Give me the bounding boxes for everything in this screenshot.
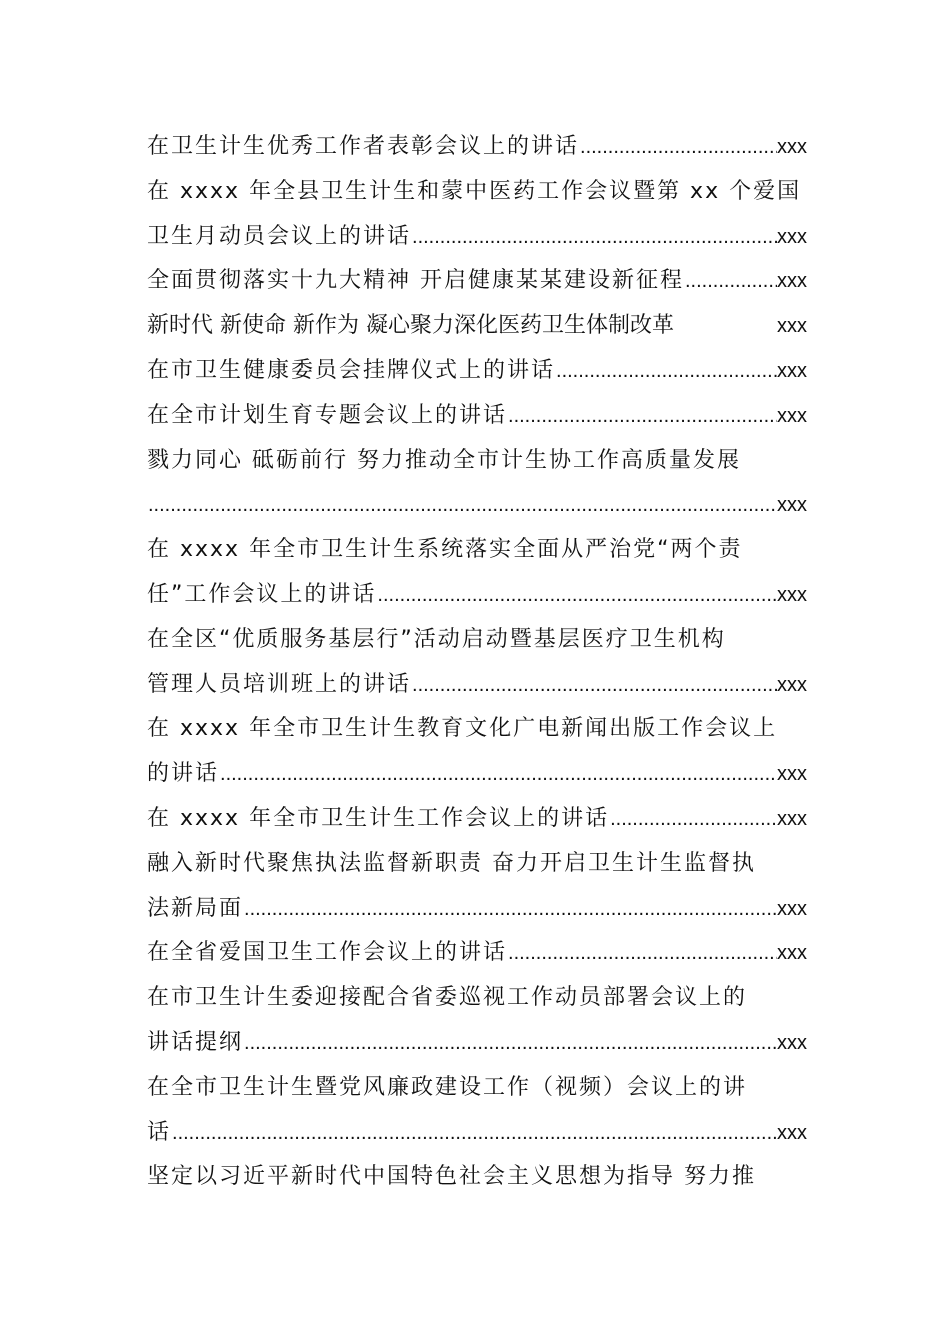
toc-entry[interactable]	[147, 1021, 807, 1066]
dot-leader	[220, 752, 777, 797]
toc-title-line	[147, 170, 807, 215]
toc-page-number: xxx	[777, 315, 807, 338]
toc-entry-text: 在卫生计生优秀工作者表彰会议上的讲话	[147, 134, 580, 159]
toc-entry-text: 在 xxxx 年全市卫生计生工作会议上的讲话	[147, 805, 610, 831]
dot-leader	[508, 394, 777, 439]
toc-page-number: xxx	[777, 1121, 807, 1144]
toc-title-line	[147, 618, 807, 663]
toc-page-number: xxx	[777, 807, 807, 830]
dot-leader	[412, 663, 777, 708]
toc-page-number: xxx	[777, 763, 807, 786]
toc-entry[interactable]	[147, 887, 807, 932]
toc-entry[interactable]	[147, 573, 807, 618]
toc-entry-text: 讲话提纲	[147, 1029, 244, 1055]
dot-leader	[244, 887, 777, 932]
toc-entry[interactable]	[147, 483, 807, 528]
toc-entry[interactable]	[147, 1111, 807, 1156]
toc-entry-text: 在全区“优质服务基层行”活动启动暨基层医疗卫生机构	[147, 626, 726, 652]
toc-entry-text: 全面贯彻落实十九大精神 开启健康某某建设新征程	[147, 268, 684, 294]
dot-leader	[412, 215, 777, 260]
toc-page-number: xxx	[777, 897, 807, 920]
toc-entry-text: 在全省爱国卫生工作会议上的讲话	[147, 940, 508, 966]
toc-page-number: xxx	[777, 673, 807, 696]
toc-entry-text: 坚定以习近平新时代中国特色社会主义思想为指导 努力推	[147, 1164, 756, 1190]
toc-page-number: xxx	[777, 270, 807, 293]
dot-leader	[508, 931, 777, 976]
toc-title-line	[147, 842, 807, 887]
toc-title-line	[147, 1155, 807, 1200]
toc-entry[interactable]	[147, 215, 807, 260]
toc-page-number: xxx	[777, 136, 807, 158]
toc-entry-text: 在 xxxx 年全县卫生计生和蒙中医药工作会议暨第 xx 个爱国	[147, 178, 802, 204]
toc-entry-text: 新时代 新使命 新作为 凝心聚力深化医药卫生体制改革	[147, 313, 674, 339]
toc-entry[interactable]	[147, 304, 807, 349]
toc-entry[interactable]	[147, 125, 807, 170]
table-of-contents	[147, 125, 807, 1200]
toc-page-number: xxx	[777, 494, 807, 517]
toc-entry-text: 在 xxxx 年全市卫生计生系统落实全面从严治党“两个责	[147, 537, 743, 563]
toc-entry[interactable]	[147, 931, 807, 976]
toc-entry-text: 的讲话	[147, 761, 220, 787]
toc-page-number: xxx	[777, 359, 807, 382]
toc-title-line	[147, 528, 807, 573]
toc-page-number: xxx	[777, 1031, 807, 1054]
toc-entry[interactable]	[147, 797, 807, 842]
toc-entry-text: 在市卫生计生委迎接配合省委巡视工作动员部署会议上的	[147, 985, 748, 1011]
toc-entry[interactable]	[147, 259, 807, 304]
dot-leader	[685, 259, 777, 304]
toc-entry-text: 戮力同心 砥砺前行 努力推动全市计生协工作高质量发展	[147, 447, 741, 473]
toc-entry-text: 管理人员培训班上的讲话	[147, 671, 412, 697]
toc-page-number: xxx	[777, 404, 807, 427]
toc-entry-text: 卫生月动员会议上的讲话	[147, 223, 412, 249]
toc-entry[interactable]	[147, 752, 807, 797]
dot-leader	[377, 573, 777, 618]
dot-leader	[610, 797, 777, 842]
toc-entry[interactable]	[147, 394, 807, 439]
toc-title-line	[147, 1066, 807, 1111]
toc-entry-text: 在全市卫生计生暨党风廉政建设工作（视频）会议上的讲	[147, 1074, 748, 1100]
toc-page-number: xxx	[777, 942, 807, 965]
toc-entry-text: 话	[147, 1119, 172, 1145]
toc-page-number: xxx	[777, 225, 807, 248]
dot-leader	[244, 1021, 777, 1066]
toc-title-line	[147, 439, 807, 484]
dot-leader	[580, 125, 777, 170]
dot-leader	[148, 483, 777, 528]
toc-entry-text: 在 xxxx 年全市卫生计生教育文化广电新闻出版工作会议上	[147, 716, 778, 742]
toc-title-line	[147, 976, 807, 1021]
toc-entry-text: 法新局面	[147, 895, 244, 921]
toc-entry[interactable]	[147, 349, 807, 394]
toc-title-line	[147, 707, 807, 752]
toc-page-number: xxx	[777, 583, 807, 606]
dot-leader	[556, 349, 777, 394]
toc-entry-text: 在全市计划生育专题会议上的讲话	[147, 402, 508, 428]
dot-leader	[172, 1111, 777, 1156]
toc-entry-text: 任”工作会议上的讲话	[147, 581, 377, 607]
toc-entry-text: 在市卫生健康委员会挂牌仪式上的讲话	[147, 357, 556, 383]
toc-entry-text: 融入新时代聚焦执法监督新职责 奋力开启卫生计生监督执	[147, 850, 756, 876]
toc-entry[interactable]	[147, 663, 807, 708]
